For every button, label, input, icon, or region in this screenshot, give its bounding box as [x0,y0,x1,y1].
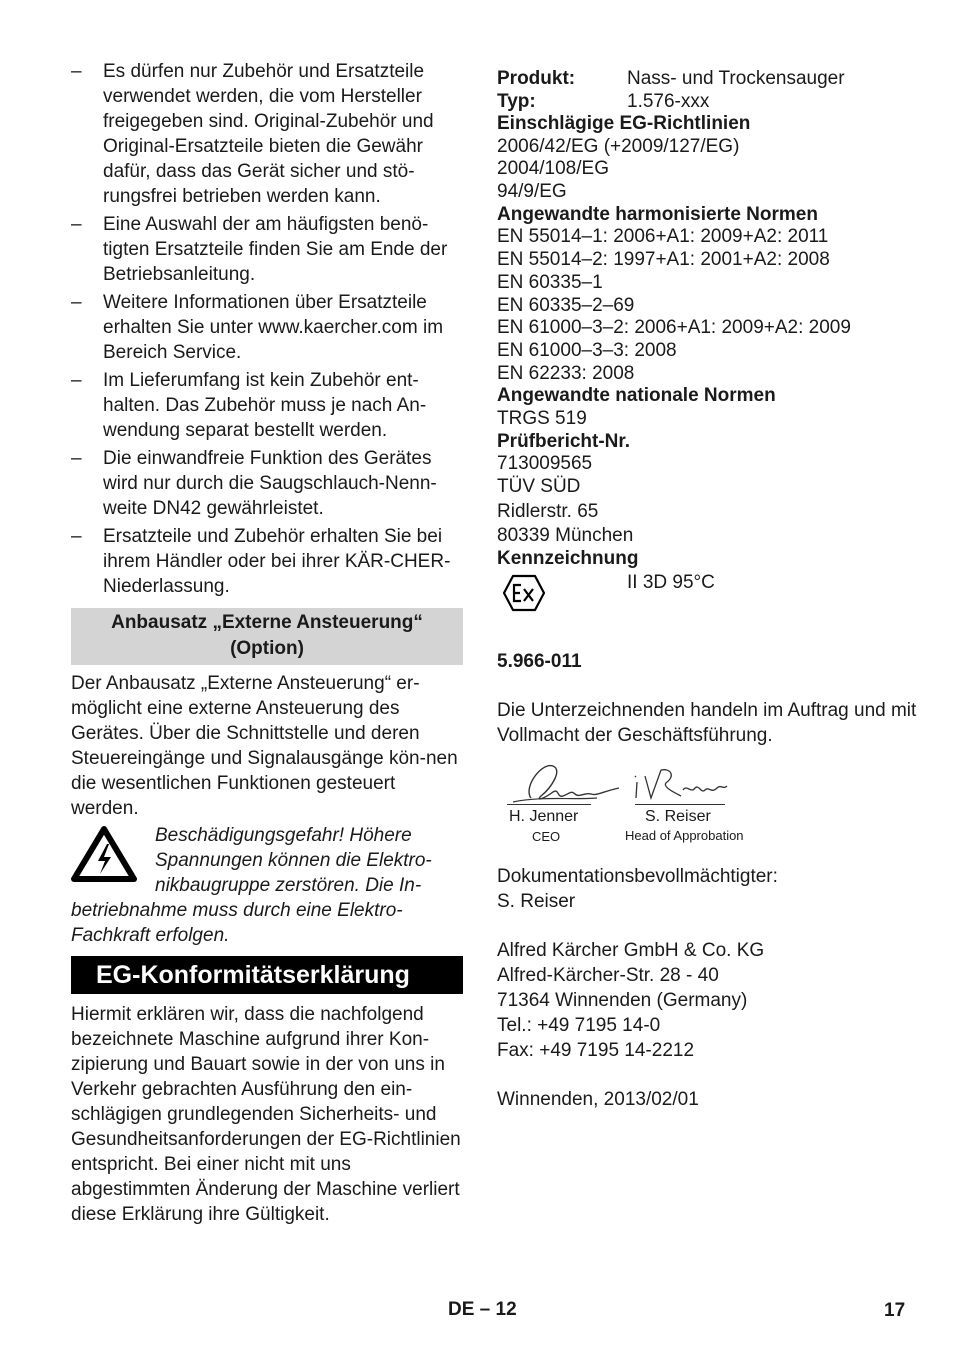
directives-heading: Einschlägige EG-Richtlinien [497,113,751,134]
documentation-representative: Dokumentationsbevollmächtigter: S. Reiser [497,865,778,912]
type-row: Typ: 1.576-xxx [497,91,710,112]
section-title: EG-Konformitätserklärung [71,956,463,994]
signature-jenner-icon [501,758,631,810]
standard-line: EN 61000–3–2: 2006+A1: 2009+A2: 2009 [497,317,851,339]
section-page-label: DE – 12 [448,1299,517,1320]
signature-line [507,804,591,805]
damage-warning: Beschädigungsgefahr! Höhere Spannungen können die Elektro-nikbaugruppe zerstören. Die In-betriebnahme muss durch eine Elektro-Fachkraft erfolgen. [71,825,432,946]
standard-line: EN 61000–3–3: 2008 [497,339,677,361]
signer-name: S. Reiser [645,807,711,825]
report-line: 713009565 [497,453,593,475]
ex-hexagon-icon [502,574,546,612]
signer-name: H. Jenner [509,807,579,825]
list-item: – Die einwandfreie Funktion des Gerätes wird nur durch die Saugschlauch-Nenn-weite DN42 gewährleistet. [71,448,437,519]
directive-line: 2004/108/EG [497,158,609,180]
marking-heading: Kennzeichnung [497,548,639,570]
standard-line: EN 55014–1: 2006+A1: 2009+A2: 2011 [497,226,829,248]
product-row: Produkt: Nass- und Trockensauger [497,68,845,89]
list-item: – Ersatzteile und Zubehör erhalten Sie bei ihrem Händler oder bei ihrer KÄR-CHER-Niederlassung. [71,526,451,597]
signer-role: CEO [532,828,561,844]
addon-kit-description: Der Anbausatz „Externe Ansteuerung“ er-möglicht eine externe Ansteuerung des Gerätes. Über die Schnittstelle und deren Steuereingänge und Signalausgänge kön-nen die wesentlichen Funktionen gesteuert werden. [71,673,458,819]
report-line: Ridlerstr. 65 [497,500,599,522]
part-number: 5.966-011 [497,650,582,672]
list-item: – Eine Auswahl der am häufigsten benö-tigten Ersatzteile finden Sie am Ende der Betriebsanleitung. [71,214,448,285]
directive-line: 94/9/EG [497,181,567,203]
directive-line: 2006/42/EG (+2009/127/EG) [497,135,740,157]
standard-line: TRGS 519 [497,407,587,429]
test-report-heading: Prüfbericht-Nr. [497,430,631,452]
report-line: 80339 München [497,525,634,547]
page-number: 17 [884,1300,906,1321]
list-item: – Es dürfen nur Zubehör und Ersatzteile verwendet werden, die vom Hersteller freigegeben sind. Original-Zubehör und Original-Ersatzteile bieten die Gewähr dafür, dass das Gerät sicher und stö-rungsfrei betrieben werden kann. [71,61,434,207]
addon-kit-heading: Anbausatz „Externe Ansteuerung“ (Option) [71,608,463,665]
list-item: – Im Lieferumfang ist kein Zubehör ent-halten. Das Zubehör muss je nach An-wendung separat bestellt werden. [71,370,427,441]
signature-line [635,804,725,805]
harmonized-standards-heading: Angewandte harmonisierte Normen [497,203,818,225]
standard-line: EN 60335–2–69 [497,294,635,316]
left-column [71,59,463,1227]
signers-statement: Die Unterzeichnenden handeln im Auftrag und mit Vollmacht der Geschäftsführung. [497,699,917,746]
national-standards-heading: Angewandte nationale Normen [497,385,776,407]
company-address: Alfred Kärcher GmbH & Co. KG Alfred-Kärcher-Str. 28 - 40 71364 Winnenden (Germany) Tel.: +49 7195 14-0 Fax: +49 7195 14-2212 [497,939,765,1061]
high-voltage-warning-icon [71,825,137,883]
place-and-date: Winnenden, 2013/02/01 [497,1088,699,1110]
standard-line: EN 55014–2: 1997+A1: 2001+A2: 2008 [497,249,830,271]
accessory-notes-list [71,59,463,599]
standard-line: EN 62233: 2008 [497,362,635,384]
declaration-text: Hiermit erklären wir, dass die nachfolgend bezeichnete Maschine aufgrund ihrer Kon-zipierung und Bauart sowie in der von uns in Verkehr gebrachten Ausführung den ein-schlägigen grundlegenden Sicherheits- und Gesundheitsanforderungen der EG-Richtlinien entspricht. Bei einer nicht mit uns abgestimmten Änderung der Maschine verliert diese Erklärung ihre Gültigkeit. [71,1004,461,1225]
marking-row: II 3D 95°C [497,571,917,615]
signature-block [497,758,917,850]
signature-reiser-icon [631,762,731,806]
list-item: – Weitere Informationen über Ersatzteile erhalten Sie unter www.kaercher.com im Bereich Service. [71,292,444,363]
standard-line: EN 60335–1 [497,271,603,293]
signer-role: Head of Approbation [625,827,744,843]
report-line: TÜV SÜD [497,476,581,497]
right-column [497,67,917,1112]
